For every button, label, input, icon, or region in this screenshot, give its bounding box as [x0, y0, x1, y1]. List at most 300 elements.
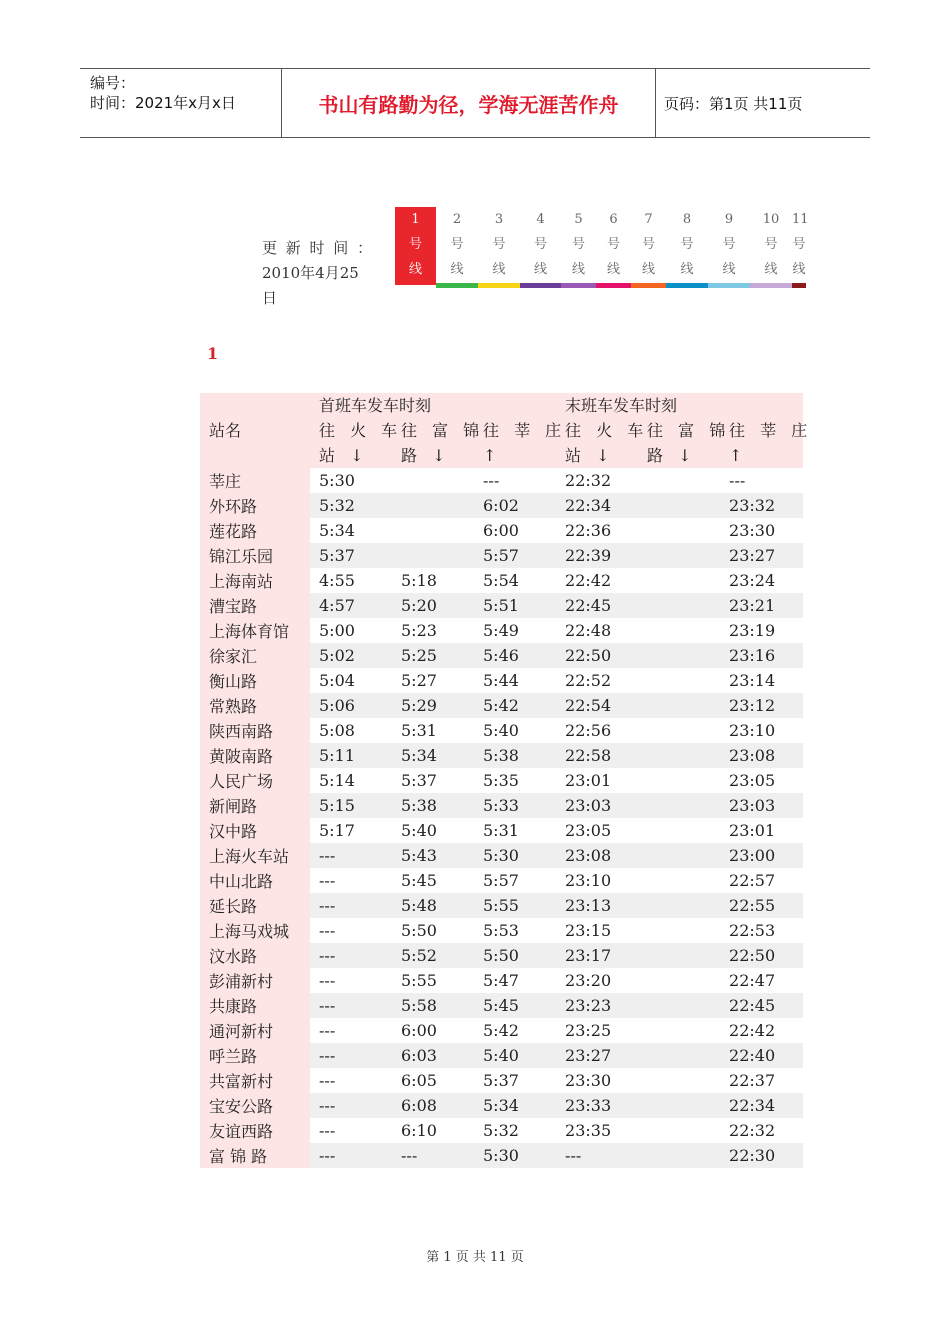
- line-tab-num: 10: [762, 212, 780, 227]
- time-cell: 5:50: [474, 943, 556, 968]
- table-row: [200, 543, 803, 568]
- time-cell: 5:34: [392, 743, 474, 768]
- time-cell: [638, 918, 720, 943]
- time-cell: 23:03: [556, 793, 638, 818]
- time-cell: [638, 843, 720, 868]
- time-cell: 22:39: [556, 543, 638, 568]
- line-tab-num: 11: [792, 212, 809, 227]
- time-cell: 5:57: [474, 868, 556, 893]
- time-cell: 23:12: [720, 693, 803, 718]
- time-cell: [638, 1143, 720, 1168]
- line-tab-num: 7: [644, 212, 653, 227]
- time-cell: 5:34: [474, 1093, 556, 1118]
- table-row: [200, 1068, 803, 1093]
- line-tab-11[interactable]: [792, 207, 809, 288]
- time-cell: 5:48: [392, 893, 474, 918]
- header-meta: [80, 69, 280, 137]
- time-cell: 23:19: [720, 618, 803, 643]
- direction-subheader: ↑: [474, 443, 556, 468]
- time-cell: [392, 518, 474, 543]
- line-tab-10[interactable]: [750, 207, 792, 288]
- update-time: [262, 236, 382, 311]
- station-name: 呼兰路: [200, 1043, 310, 1068]
- line-tab-hao: 号: [408, 237, 422, 252]
- station-name: 彭浦新村: [200, 968, 310, 993]
- line-tab-num: 4: [536, 212, 545, 227]
- time-cell: 5:37: [310, 543, 392, 568]
- line-tab-7[interactable]: [631, 207, 666, 288]
- time-cell: 5:14: [310, 768, 392, 793]
- time-cell: 5:17: [310, 818, 392, 843]
- time-cell: [638, 518, 720, 543]
- time-cell: ---: [310, 993, 392, 1018]
- time-cell: 23:15: [556, 918, 638, 943]
- line-tab-num: 3: [494, 212, 504, 227]
- time-cell: 22:45: [720, 993, 803, 1018]
- line-tab-num: 6: [609, 212, 618, 227]
- table-row: [200, 793, 803, 818]
- time-cell: 23:10: [556, 868, 638, 893]
- time-cell: 5:18: [392, 568, 474, 593]
- time-cell: 23:27: [556, 1043, 638, 1068]
- table-row: [200, 993, 803, 1018]
- time-cell: 23:13: [556, 893, 638, 918]
- station-header: 站名: [200, 393, 310, 468]
- time-cell: [638, 1043, 720, 1068]
- line-color-bar: [561, 283, 596, 288]
- station-name: 上海体育馆: [200, 618, 310, 643]
- time-cell: ---: [474, 468, 556, 493]
- line-color-bar: [596, 283, 631, 288]
- time-cell: [638, 543, 720, 568]
- time-cell: [638, 1093, 720, 1118]
- table-row: [200, 593, 803, 618]
- time-cell: 5:55: [474, 893, 556, 918]
- time-cell: 5:37: [474, 1068, 556, 1093]
- time-label: 时间：2021年x月x日: [90, 94, 236, 112]
- time-cell: [638, 693, 720, 718]
- time-cell: ---: [310, 843, 392, 868]
- line-tab-xian: 线: [533, 262, 547, 277]
- time-cell: 23:30: [720, 518, 803, 543]
- time-cell: 5:38: [392, 793, 474, 818]
- time-cell: 5:32: [474, 1118, 556, 1143]
- direction-header: 往 莘 庄: [720, 418, 803, 443]
- time-cell: 22:42: [720, 1018, 803, 1043]
- station-name: 常熟路: [200, 693, 310, 718]
- time-cell: 5:55: [392, 968, 474, 993]
- time-cell: [638, 593, 720, 618]
- station-name: 徐家汇: [200, 643, 310, 668]
- time-cell: ---: [310, 1143, 392, 1168]
- line-color-bar: [708, 283, 750, 288]
- time-cell: 5:15: [310, 793, 392, 818]
- time-cell: 5:27: [392, 668, 474, 693]
- time-cell: 6:08: [392, 1093, 474, 1118]
- line-tab-xian: 线: [680, 262, 694, 277]
- time-cell: 6:02: [474, 493, 556, 518]
- time-cell: ---: [310, 968, 392, 993]
- time-cell: 22:47: [720, 968, 803, 993]
- station-name: 莘庄: [200, 468, 310, 493]
- station-name: 共富新村: [200, 1068, 310, 1093]
- time-cell: 23:17: [556, 943, 638, 968]
- table-row: [200, 893, 803, 918]
- table-row: [200, 1118, 803, 1143]
- station-name: 莲花路: [200, 518, 310, 543]
- time-cell: 5:51: [474, 593, 556, 618]
- line-tab-9[interactable]: [708, 207, 750, 288]
- time-cell: 6:00: [474, 518, 556, 543]
- table-row: [200, 943, 803, 968]
- line-color-bar: [478, 283, 520, 288]
- line-tab-xian: 线: [792, 262, 806, 277]
- time-cell: 23:27: [720, 543, 803, 568]
- direction-header: 往 火 车: [310, 418, 392, 443]
- time-cell: 5:40: [392, 818, 474, 843]
- time-cell: 6:03: [392, 1043, 474, 1068]
- line-tab-xian: 线: [450, 262, 464, 277]
- code-label: 编号：: [90, 74, 136, 92]
- table-row: [200, 1143, 803, 1168]
- time-cell: 22:40: [720, 1043, 803, 1068]
- time-cell: [638, 1118, 720, 1143]
- line-color-bar: [520, 283, 561, 288]
- time-cell: 5:25: [392, 643, 474, 668]
- station-name: 宝安公路: [200, 1093, 310, 1118]
- station-name: 友谊西路: [200, 1118, 310, 1143]
- time-cell: 5:50: [392, 918, 474, 943]
- line-tab-hao: 号: [792, 237, 806, 252]
- time-cell: 5:00: [310, 618, 392, 643]
- time-cell: ---: [310, 1018, 392, 1043]
- time-cell: ---: [310, 1118, 392, 1143]
- time-cell: 23:35: [556, 1118, 638, 1143]
- line-tab-hao: 号: [680, 237, 694, 252]
- last-train-header: 末班车发车时刻: [556, 393, 803, 418]
- time-cell: 22:58: [556, 743, 638, 768]
- time-cell: 4:55: [310, 568, 392, 593]
- time-cell: 5:30: [474, 843, 556, 868]
- station-name: 黄陂南路: [200, 743, 310, 768]
- time-cell: 22:53: [720, 918, 803, 943]
- time-cell: 22:52: [556, 668, 638, 693]
- time-cell: 23:08: [720, 743, 803, 768]
- line-color-bar: [666, 283, 708, 288]
- time-cell: 5:11: [310, 743, 392, 768]
- time-cell: 5:38: [474, 743, 556, 768]
- time-cell: [638, 743, 720, 768]
- metro-line-tabs: [395, 207, 809, 288]
- time-cell: ---: [310, 1093, 392, 1118]
- direction-subheader: ↑: [720, 443, 803, 468]
- header-motto: 书山有路勤为径，学海无涯苦作舟: [281, 69, 656, 137]
- table-row: [200, 743, 803, 768]
- line-tab-num: 9: [724, 212, 734, 227]
- station-name: 上海火车站: [200, 843, 310, 868]
- table-row: [200, 468, 803, 493]
- line-color-bar: [792, 283, 806, 288]
- line-tab-hao: 号: [764, 237, 778, 252]
- time-cell: 22:56: [556, 718, 638, 743]
- station-name: 漕宝路: [200, 593, 310, 618]
- line-tab-hao: 号: [450, 237, 464, 252]
- time-cell: 22:57: [720, 868, 803, 893]
- line-tab-xian: 线: [408, 262, 422, 277]
- time-cell: [638, 868, 720, 893]
- time-cell: 4:57: [310, 593, 392, 618]
- time-cell: 5:45: [392, 868, 474, 893]
- station-name: 富 锦 路: [200, 1143, 310, 1168]
- time-cell: [638, 993, 720, 1018]
- time-cell: 23:05: [720, 768, 803, 793]
- first-train-header: 首班车发车时刻: [310, 393, 556, 418]
- line-tab-hao: 号: [722, 237, 736, 252]
- time-cell: ---: [310, 893, 392, 918]
- table-row: [200, 568, 803, 593]
- direction-header: 往 火 车: [556, 418, 638, 443]
- table-row: [200, 843, 803, 868]
- line-tab-hao: 号: [533, 237, 547, 252]
- table-row: [200, 493, 803, 518]
- line-tab-8[interactable]: [666, 207, 708, 288]
- time-cell: 23:25: [556, 1018, 638, 1043]
- time-cell: 23:21: [720, 593, 803, 618]
- time-cell: 5:42: [474, 1018, 556, 1043]
- time-cell: [638, 968, 720, 993]
- time-cell: 23:14: [720, 668, 803, 693]
- time-cell: 23:16: [720, 643, 803, 668]
- time-cell: 22:55: [720, 893, 803, 918]
- time-cell: 5:47: [474, 968, 556, 993]
- header-page-label: 页码：第1页 共11页: [664, 94, 803, 113]
- time-cell: [638, 1068, 720, 1093]
- time-cell: [638, 618, 720, 643]
- time-cell: 5:58: [392, 993, 474, 1018]
- table-row: [200, 518, 803, 543]
- timetable: [200, 393, 813, 1168]
- time-cell: [638, 668, 720, 693]
- station-name: 共康路: [200, 993, 310, 1018]
- line-tab-num: 1: [411, 212, 420, 227]
- line-tab-num: 5: [574, 212, 583, 227]
- line-color-bar: [750, 283, 792, 288]
- time-cell: 5:45: [474, 993, 556, 1018]
- time-cell: 22:37: [720, 1068, 803, 1093]
- time-cell: 5:44: [474, 668, 556, 693]
- time-cell: 5:33: [474, 793, 556, 818]
- station-name: 衡山路: [200, 668, 310, 693]
- line-tab-3[interactable]: [478, 207, 520, 288]
- time-cell: [392, 493, 474, 518]
- time-cell: ---: [720, 468, 803, 493]
- station-name: 新闸路: [200, 793, 310, 818]
- direction-subheader: 路 ↓: [392, 443, 474, 468]
- station-name: 延长路: [200, 893, 310, 918]
- section-title: 1: [207, 344, 219, 363]
- time-cell: 5:57: [474, 543, 556, 568]
- time-cell: 22:32: [556, 468, 638, 493]
- time-cell: 22:42: [556, 568, 638, 593]
- station-name: 人民广场: [200, 768, 310, 793]
- time-cell: 5:30: [310, 468, 392, 493]
- time-cell: 23:08: [556, 843, 638, 868]
- line-tab-2[interactable]: [436, 207, 478, 288]
- time-cell: 23:23: [556, 993, 638, 1018]
- time-cell: 23:24: [720, 568, 803, 593]
- update-line-2: 2010年4月25: [262, 264, 359, 282]
- time-cell: ---: [310, 1043, 392, 1068]
- station-name: 锦江乐园: [200, 543, 310, 568]
- time-cell: 23:30: [556, 1068, 638, 1093]
- table-row: [200, 818, 803, 843]
- line-tab-hao: 号: [641, 237, 655, 252]
- time-cell: 5:46: [474, 643, 556, 668]
- time-cell: 22:34: [720, 1093, 803, 1118]
- line-tab-num: 8: [682, 212, 692, 227]
- time-cell: [638, 793, 720, 818]
- table-row: [200, 718, 803, 743]
- time-cell: [638, 568, 720, 593]
- direction-subheader: 路 ↓: [638, 443, 720, 468]
- line-tab-hao: 号: [606, 237, 620, 252]
- line-tab-xian: 线: [492, 262, 506, 277]
- line-tab-5[interactable]: [561, 207, 596, 288]
- time-cell: 5:31: [474, 818, 556, 843]
- time-cell: [638, 818, 720, 843]
- station-name: 上海南站: [200, 568, 310, 593]
- time-cell: 5:42: [474, 693, 556, 718]
- time-cell: 5:34: [310, 518, 392, 543]
- time-cell: 22:50: [720, 943, 803, 968]
- time-cell: ---: [310, 943, 392, 968]
- time-cell: 5:52: [392, 943, 474, 968]
- table-row: [200, 1018, 803, 1043]
- line-tab-hao: 号: [571, 237, 585, 252]
- time-cell: 5:29: [392, 693, 474, 718]
- time-cell: 5:31: [392, 718, 474, 743]
- time-cell: [638, 768, 720, 793]
- time-cell: [392, 543, 474, 568]
- time-cell: 5:49: [474, 618, 556, 643]
- time-cell: 22:54: [556, 693, 638, 718]
- line-tab-hao: 号: [492, 237, 506, 252]
- time-cell: 5:30: [474, 1143, 556, 1168]
- time-cell: [638, 468, 720, 493]
- time-cell: ---: [310, 868, 392, 893]
- line-tab-1[interactable]: [395, 207, 436, 285]
- update-line-1: 更 新 时 间 ：: [262, 239, 375, 257]
- time-cell: 23:33: [556, 1093, 638, 1118]
- time-cell: 6:00: [392, 1018, 474, 1043]
- time-cell: [638, 893, 720, 918]
- station-name: 汉中路: [200, 818, 310, 843]
- table-row: [200, 918, 803, 943]
- table-row: [200, 1093, 803, 1118]
- line-tab-num: 2: [452, 212, 462, 227]
- time-cell: ---: [310, 1068, 392, 1093]
- station-name: 中山北路: [200, 868, 310, 893]
- line-tab-4[interactable]: [520, 207, 561, 288]
- line-tab-xian: 线: [641, 262, 655, 277]
- line-tab-xian: 线: [606, 262, 620, 277]
- time-cell: [638, 1018, 720, 1043]
- time-cell: 23:01: [556, 768, 638, 793]
- time-cell: 22:30: [720, 1143, 803, 1168]
- line-tab-xian: 线: [571, 262, 585, 277]
- line-tab-xian: 线: [722, 262, 736, 277]
- table-row: [200, 1043, 803, 1068]
- station-name: 通河新村: [200, 1018, 310, 1043]
- time-cell: 6:05: [392, 1068, 474, 1093]
- time-cell: 5:54: [474, 568, 556, 593]
- time-cell: 23:05: [556, 818, 638, 843]
- table-row: [200, 768, 803, 793]
- time-cell: 23:32: [720, 493, 803, 518]
- time-cell: ---: [310, 918, 392, 943]
- station-name: 上海马戏城: [200, 918, 310, 943]
- time-cell: 5:53: [474, 918, 556, 943]
- time-cell: ---: [556, 1143, 638, 1168]
- update-line-3: 日: [262, 289, 278, 307]
- table-row: [200, 868, 803, 893]
- time-cell: 5:32: [310, 493, 392, 518]
- time-cell: 5:43: [392, 843, 474, 868]
- line-tab-6[interactable]: [596, 207, 631, 288]
- time-cell: 6:10: [392, 1118, 474, 1143]
- page-footer: 第 1 页 共 11 页: [426, 1250, 524, 1265]
- direction-header: 往 富 锦: [392, 418, 474, 443]
- time-cell: 5:20: [392, 593, 474, 618]
- direction-subheader: 站 ↓: [310, 443, 392, 468]
- time-cell: [638, 493, 720, 518]
- time-cell: 23:03: [720, 793, 803, 818]
- time-cell: 5:08: [310, 718, 392, 743]
- time-cell: 5:23: [392, 618, 474, 643]
- direction-header: 往 莘 庄: [474, 418, 556, 443]
- time-cell: 5:37: [392, 768, 474, 793]
- line-color-bar: [436, 283, 478, 288]
- time-cell: 23:00: [720, 843, 803, 868]
- table-row: [200, 693, 803, 718]
- time-cell: 22:50: [556, 643, 638, 668]
- table-row: [200, 668, 803, 693]
- line-color-bar: [631, 283, 666, 288]
- time-cell: 5:40: [474, 718, 556, 743]
- time-cell: ---: [392, 1143, 474, 1168]
- direction-header: 往 富 锦: [638, 418, 720, 443]
- line-tab-xian: 线: [764, 262, 778, 277]
- time-cell: 5:06: [310, 693, 392, 718]
- time-cell: 23:01: [720, 818, 803, 843]
- table-row: [200, 618, 803, 643]
- time-cell: [638, 643, 720, 668]
- document-header: [80, 68, 870, 138]
- time-cell: [638, 943, 720, 968]
- time-cell: 23:10: [720, 718, 803, 743]
- time-cell: [638, 718, 720, 743]
- time-cell: 23:20: [556, 968, 638, 993]
- direction-subheader: 站 ↓: [556, 443, 638, 468]
- time-cell: [392, 468, 474, 493]
- time-cell: 5:40: [474, 1043, 556, 1068]
- time-cell: 5:35: [474, 768, 556, 793]
- table-row: [200, 643, 803, 668]
- time-cell: 5:04: [310, 668, 392, 693]
- time-cell: 22:48: [556, 618, 638, 643]
- station-name: 汶水路: [200, 943, 310, 968]
- time-cell: 22:36: [556, 518, 638, 543]
